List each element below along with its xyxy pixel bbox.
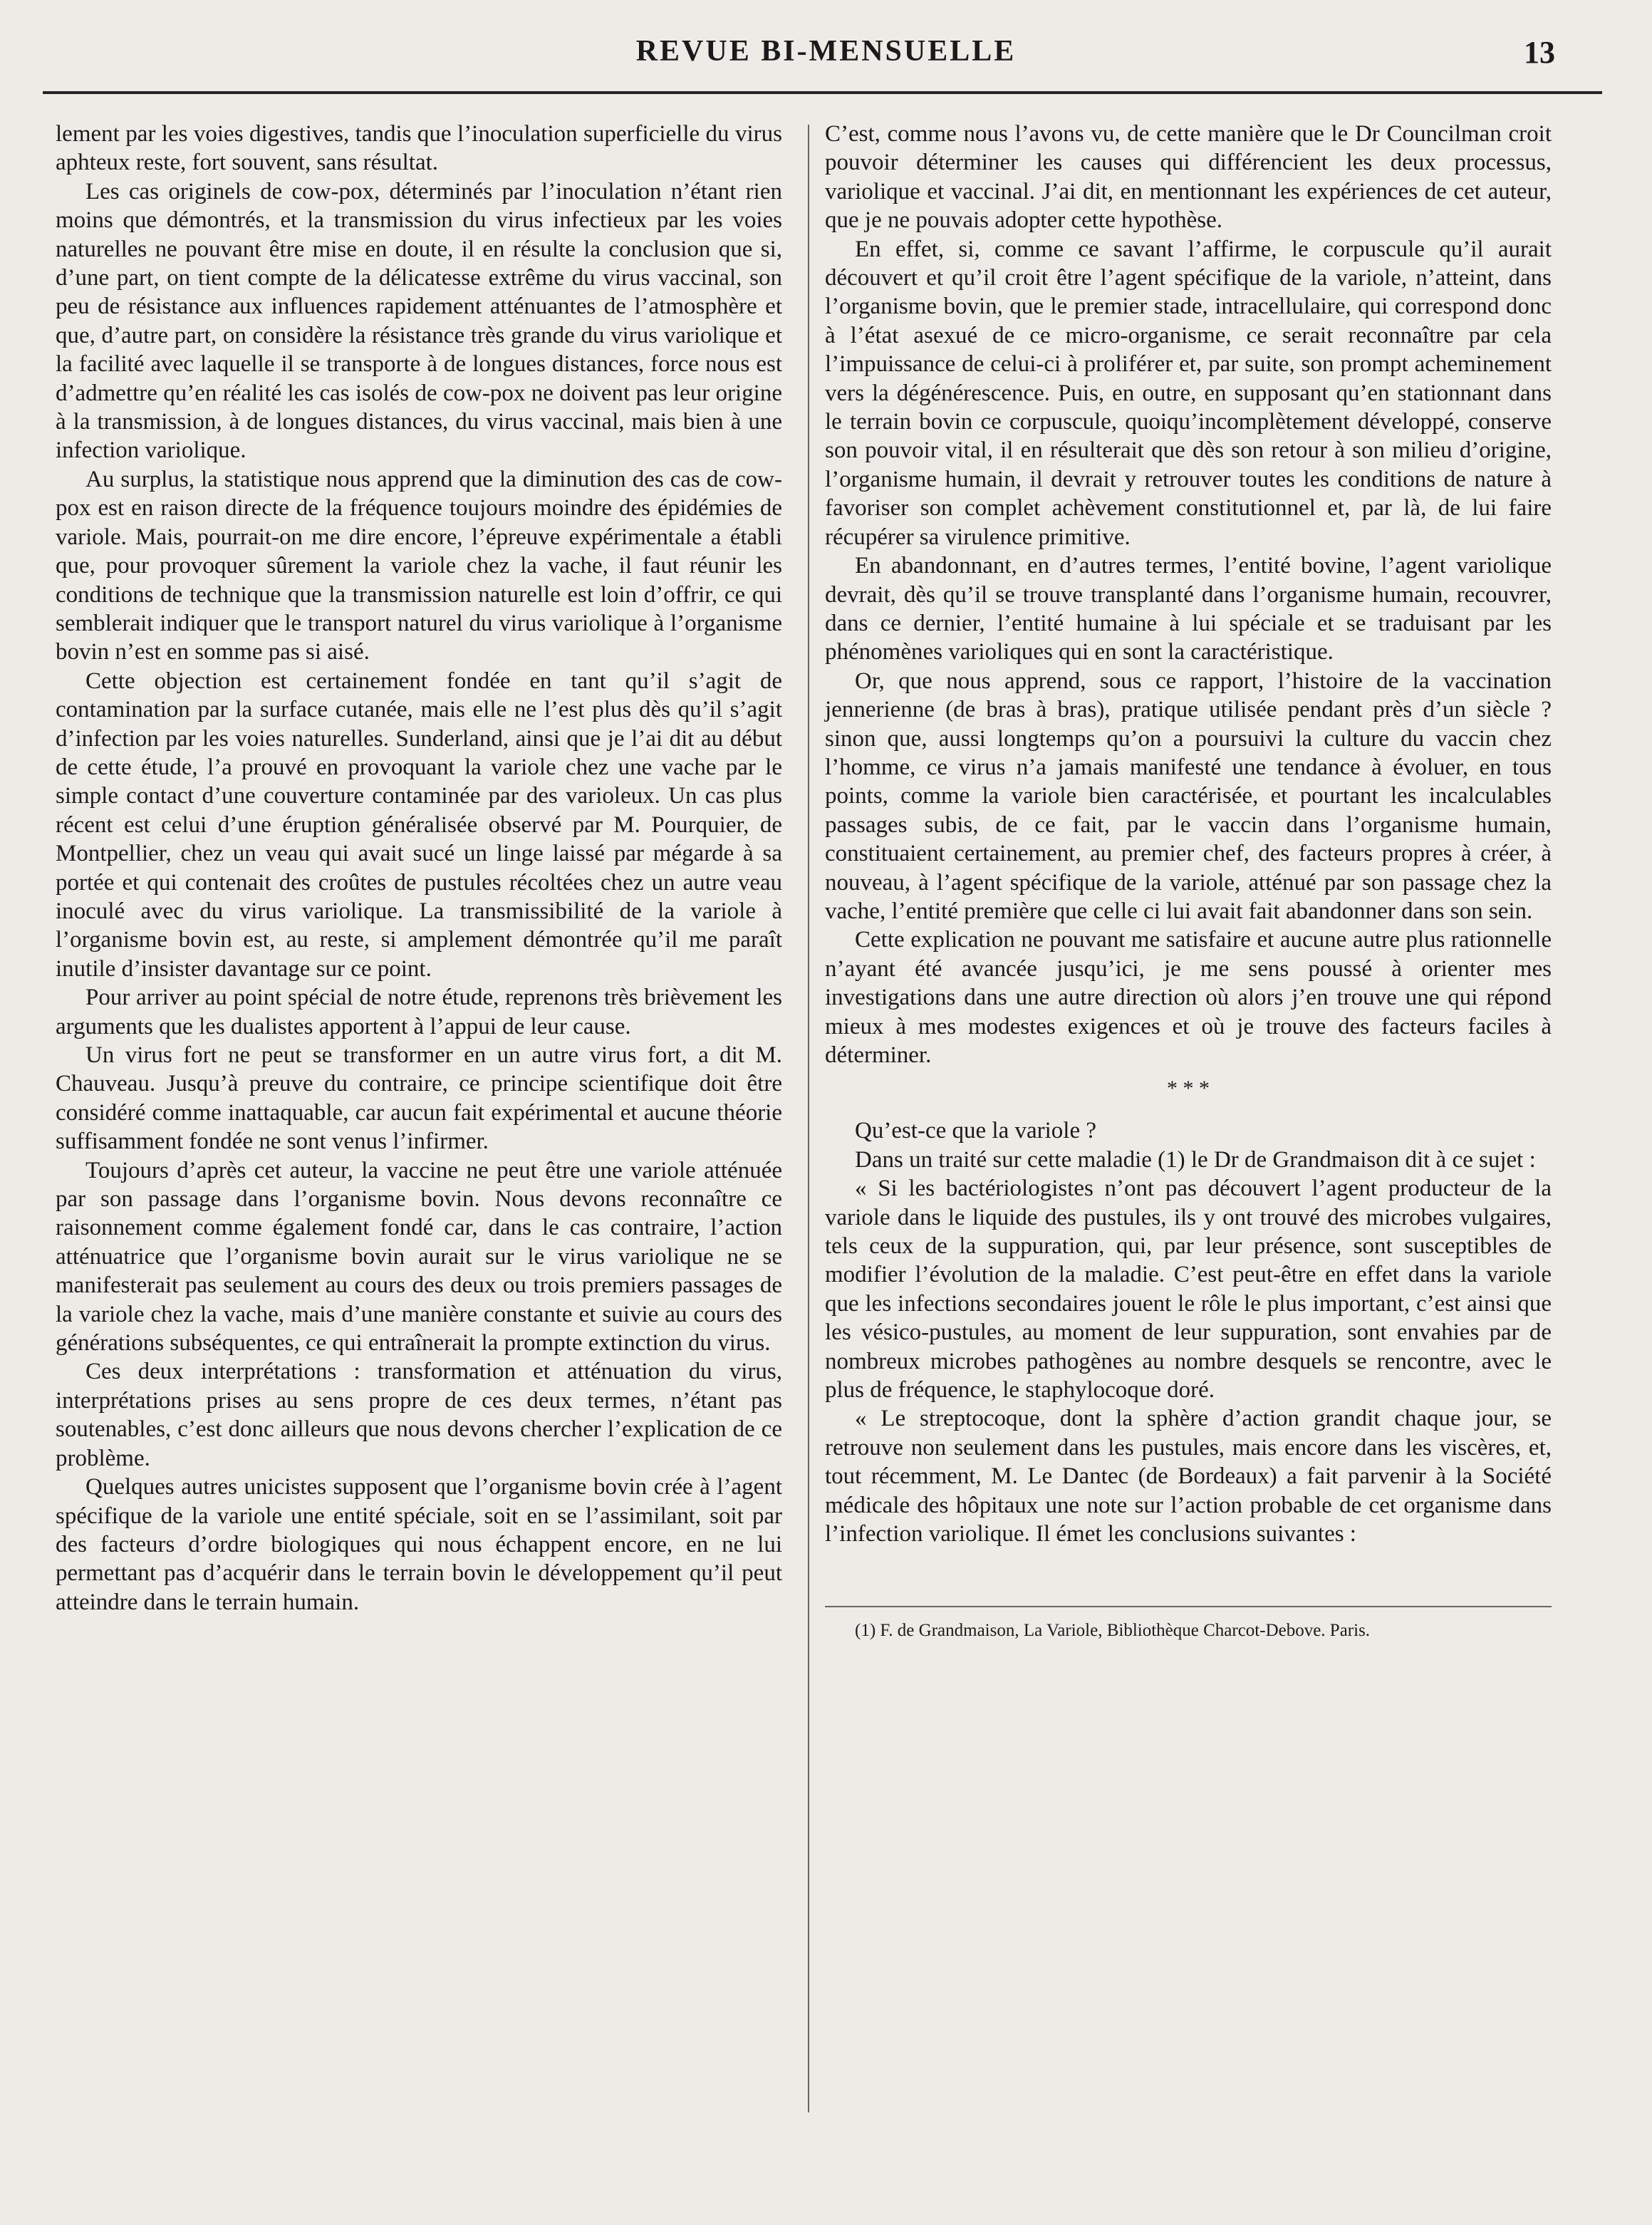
paragraph: Cette objection est certainement fondée en tant qu’il s’agit de contamination par la surface cutanée, mais elle ne l’est plus dès qu’il s’agit d’infection par les voies naturelles. Sunderland, ainsi que je l’ai dit au début de cette étude, l’a prouvé en provoquant la variole chez une vache par le simple contact d’une couverture contaminée par des varioleux. Un cas plus récent est celui d’une éruption généralisée observé par M. Pourquier, de Montpellier, chez un veau qui avait sucé un linge laissé par mégarde à sa portée et qui contenait des croûtes de pustules récoltées chez un autre veau inoculé avec du virus variolique. La transmissibilité de la variole à l’organisme bovin est, au reste, si amplement démontrée qu’il me paraît inutile d’insister davantage sur ce point. xyxy=(56,668,782,982)
paragraph: Or, que nous apprend, sous ce rapport, l’histoire de la vaccination jennerienne (de bras à bras), pratique utilisée pendant près d’un siècle ? sinon que, aussi longtemps qu’on a poursuivi la culture du vaccin chez l’homme, ce virus n’a jamais manifesté une tendance à évoluer, en tous points, comme la variole bien caractérisée, et pourtant les incalculables passages subis, de ce fait, par le vaccin dans l’organisme humain, constituaient certainement, au premier chef, des facteurs propres à créer, à nouveau, à l’agent spécifique de la variole, atténué par son passage chez la vache, l’entité première que celle ci lui avait fait abandonner dans son sein. xyxy=(825,668,1552,924)
footnote: (1) F. de Grandmaison, La Variole, Bibliothèque Charcot-Debove. Paris. xyxy=(855,1620,1371,1640)
paragraph: En abandonnant, en d’autres termes, l’entité bovine, l’agent variolique devrait, dès qu’il se trouve transplanté dans l’organisme humain, recouvrer, dans ce dernier, l’entité humaine à lui spéciale et se traduisant par les phénomènes varioliques qui en sont la caractéristique. xyxy=(825,553,1552,665)
right-column xyxy=(825,120,1552,1644)
paragraph: Cette explication ne pouvant me satisfaire et aucune autre plus rationnelle n’ayant été avancée jusqu’ici, je me sens poussé à orienter mes investigations dans une autre direction où alors j’en trouve une qui répond mieux à mes modestes exigences et où je trouve des facteurs faciles à déterminer. xyxy=(825,927,1552,1068)
header-rule xyxy=(43,91,1602,94)
page-header xyxy=(0,34,1652,77)
paragraph: « Si les bactériologistes n’ont pas découvert l’agent producteur de la variole dans le liquide des pustules, ils y ont trouvé des microbes vulgaires, tels ceux de la suppuration, qui, par leur présence, sont susceptibles de modifier l’évolution de la maladie. C’est peut-être en effet dans la variole que les infections secondaires jouent le rôle le plus important, c’est ainsi que les vésico-pustules, au moment de leur suppuration, sont envahies par de nombreux microbes pathogènes au nombre desquels se rencontre, avec le plus de fréquence, le staphylocoque doré. xyxy=(825,1176,1552,1404)
paragraph: Pour arriver au point spécial de notre étude, reprenons très brièvement les arguments que les dualistes apportent à l’appui de leur cause. xyxy=(56,985,782,1039)
left-column xyxy=(56,120,782,1617)
paragraph: Toujours d’après cet auteur, la vaccine ne peut être une variole atténuée par son passage dans l’organisme bovin. Nous devons reconnaître ce raisonnement comme également fondé car, dans le cas contraire, l’action atténuatrice que l’organisme bovin aurait sur le virus variolique ne se manifesterait pas seulement au cours des deux ou trois premiers passages de la variole chez la vache, mais d’une manière constante et suivie au cours des générations subséquentes, ce qui entraînerait la prompte extinction du virus. xyxy=(56,1157,782,1357)
paragraph: C’est, comme nous l’avons vu, de cette manière que le Dr Councilman croit pouvoir déterminer les causes qui différencient les deux processus, variolique et vaccinal. J’ai dit, en mentionnant les expériences de cet auteur, que je ne pouvais adopter cette hypothèse. xyxy=(825,121,1552,234)
page-number: 13 xyxy=(1524,35,1555,70)
paragraph: lement par les voies digestives, tandis que l’inoculation superficielle du virus aphteux reste, fort souvent, sans résultat. xyxy=(56,121,782,176)
paragraph: Quelques autres unicistes supposent que l’organisme bovin crée à l’agent spécifique de la variole une entité spéciale, soit en se l’assimilant, soit par des facteurs d’ordre biologiques qui nous échappent encore, en ne lui permettant pas d’acquérir dans le terrain bovin le développement qu’il peut atteindre dans le terrain humain. xyxy=(56,1474,782,1615)
footnote-rule xyxy=(825,1606,1552,1607)
running-title: REVUE BI-MENSUELLE xyxy=(635,35,1017,68)
paragraph: Au surplus, la statistique nous apprend que la diminution des cas de cow-pox est en raison directe de la fréquence toujours moindre des épidémies de variole. Mais, pourrait-on me dire encore, l’épreuve expérimentale a établi que, pour provoquer sûrement la variole chez la vache, il faut réunir les conditions de technique que la transmission naturelle est loin d’offrir, ce qui semblerait indiquer que le transport naturel du virus variolique à l’organisme bovin n’est en somme pas si aisé. xyxy=(56,466,782,665)
paragraph: Qu’est-ce que la variole ? xyxy=(855,1118,1096,1144)
paragraph: « Le streptocoque, dont la sphère d’action grandit chaque jour, se retrouve non seulement dans les pustules, mais encore dans les viscères, et, tout récemment, M. Le Dantec (de Bordeaux) a fait parvenir à la Société médicale des hôpitaux une note sur l’action probable de cet organisme dans l’infection variolique. Il émet les conclusions suivantes : xyxy=(825,1406,1552,1547)
paragraph: En effet, si, comme ce savant l’affirme, le corpuscule qu’il aurait découvert et qu’il croit être l’agent spécifique de la variole, n’atteint, dans l’organisme bovin, que le premier stade, intracellulaire, qui correspond donc à l’état asexué de ce micro-organisme, ce serait reconnaître par cela l’impuissance de celui-ci à proliférer et, par suite, son prompt acheminement vers la dégénérescence. Puis, en outre, en supposant qu’en stationnant dans le terrain bovin ce corpuscule, quoiqu’incomplètement développé, conserve son pouvoir vital, il en résulterait que dès son retour à son milieu d’origine, l’organisme humain, il devrait y retrouver toutes les conditions de nature à favoriser son complet achèvement constitutionnel et, par là, de lui faire récupérer sa virulence primitive. xyxy=(825,236,1552,550)
section-asterism: * * * xyxy=(1167,1077,1210,1101)
column-divider xyxy=(808,125,809,2112)
paragraph: Ces deux interprétations : transformation et atténuation du virus, interprétations prises au sens propre de ces deux termes, n’étant pas soutenables, c’est donc ailleurs que nous devons chercher l’explication de ce problème. xyxy=(56,1359,782,1471)
paragraph: Un virus fort ne peut se transformer en un autre virus fort, a dit M. Chauveau. Jusqu’à preuve du contraire, ce principe scientifique doit être considéré comme inattaquable, car aucun fait expérimental et aucune théorie suffisamment fondée ne sont venus l’infirmer. xyxy=(56,1042,782,1155)
paragraph: Dans un traité sur cette maladie (1) le Dr de Grandmaison dit à ce sujet : xyxy=(855,1146,1536,1173)
paragraph: Les cas originels de cow-pox, déterminés par l’inoculation n’étant rien moins que démontrés, et la transmission du virus infectieux par les voies naturelles ne pouvant être mise en doute, il en résulte la conclusion que si, d’une part, on tient compte de la délicatesse extrême du virus vaccinal, son peu de résistance aux influences rapidement atténuantes de l’atmosphère et que, d’autre part, on considère la résistance très grande du virus variolique et la facilité avec laquelle il se transporte à de longues distances, force nous est d’admettre qu’en réalité les cas isolés de cow-pox ne doivent pas leur origine à la transmission, à de longues distances, du virus vaccinal, mais bien à une infection variolique. xyxy=(56,178,782,464)
